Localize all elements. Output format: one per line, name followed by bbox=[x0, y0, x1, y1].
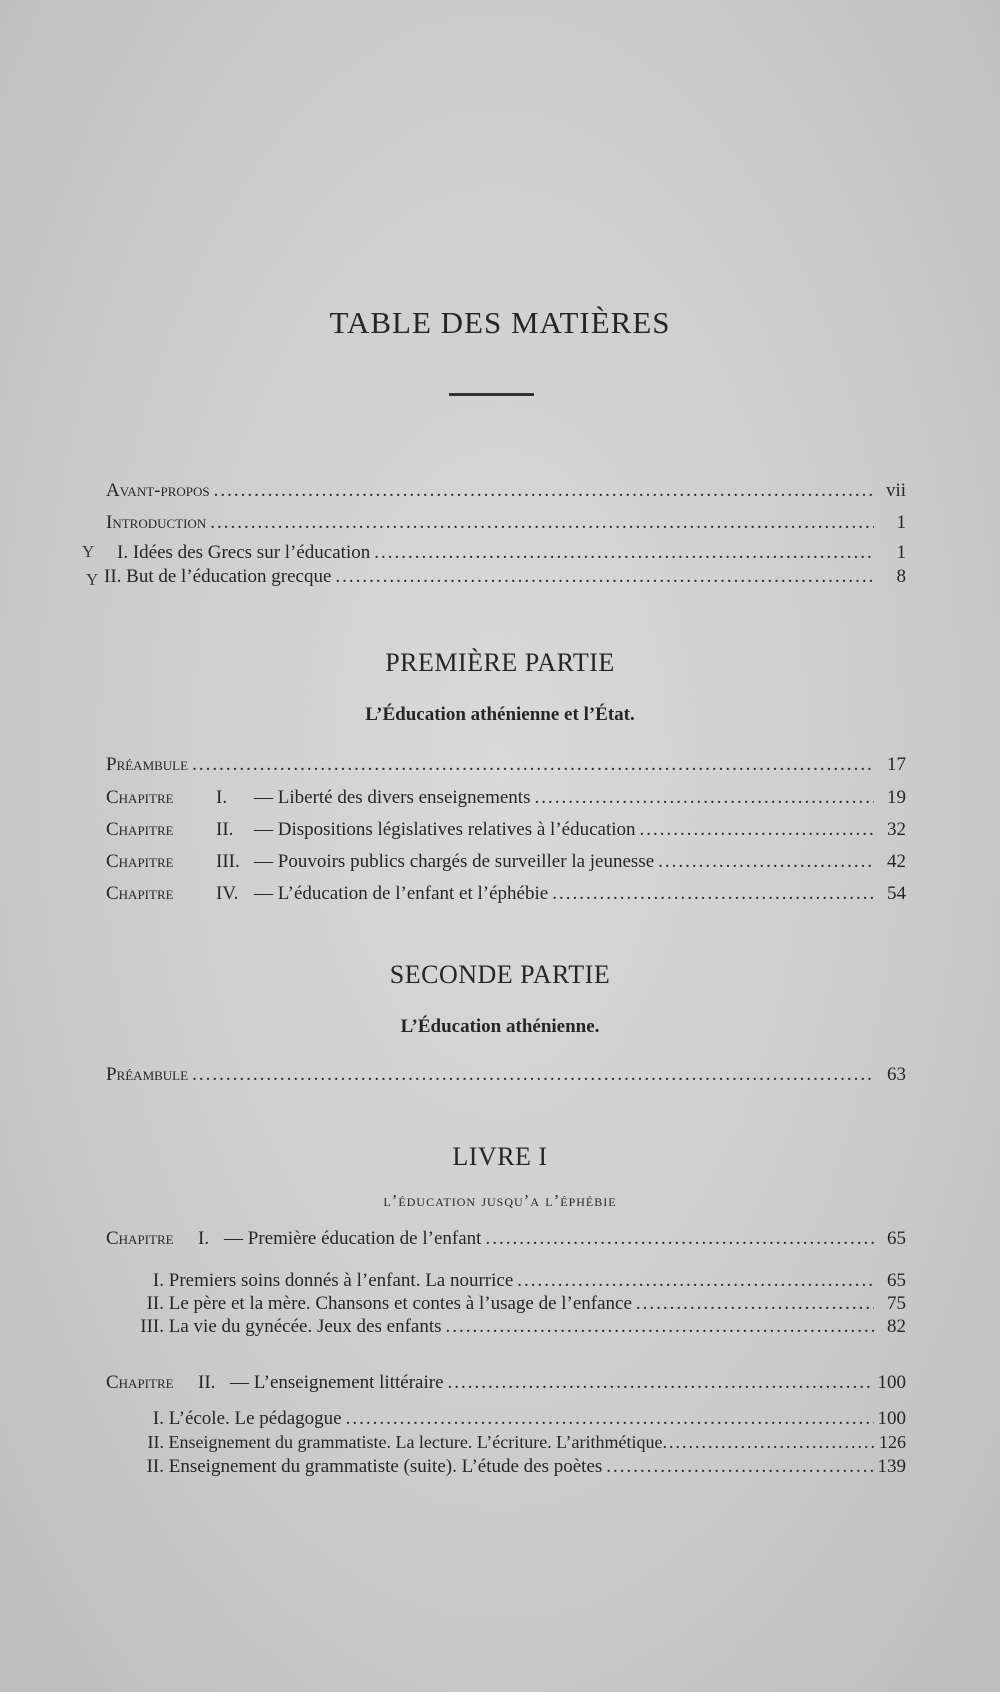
entry-label: — Première éducation de l’enfant bbox=[224, 1228, 482, 1249]
toc-entry-section[interactable] bbox=[128, 1456, 906, 1478]
leader-dots bbox=[374, 542, 874, 564]
leader-dots bbox=[446, 1316, 874, 1338]
toc-entry-avant-propos[interactable] bbox=[106, 480, 906, 502]
entry-page: 19 bbox=[887, 787, 906, 808]
entry-page: 32 bbox=[887, 819, 906, 840]
margin-mark: Y bbox=[82, 542, 95, 561]
toc-entry-section[interactable] bbox=[128, 1270, 906, 1292]
entry-label: Enseignement du grammatiste. La lecture. L’écriture. L’arithmétique. bbox=[168, 1432, 667, 1452]
entry-label: — Dispositions législatives relatives à l’éducation bbox=[254, 819, 636, 840]
toc-entry-preambule[interactable] bbox=[106, 1064, 906, 1086]
page-title: TABLE DES MATIÈRES bbox=[329, 305, 671, 340]
entry-number: II. bbox=[146, 1293, 164, 1314]
entry-page: 65 bbox=[887, 1228, 906, 1249]
toc-entry-chapter[interactable] bbox=[106, 851, 906, 873]
leader-dots bbox=[640, 819, 874, 841]
entry-number: III. bbox=[140, 1316, 164, 1337]
entry-page: 63 bbox=[887, 1064, 906, 1085]
toc-entry-section[interactable] bbox=[128, 1316, 906, 1338]
toc-entry-section[interactable] bbox=[104, 566, 906, 588]
book-title: LIVRE I bbox=[452, 1142, 548, 1171]
entry-page: 75 bbox=[887, 1293, 906, 1314]
entry-number: I. bbox=[152, 1270, 164, 1291]
entry-page: 1 bbox=[896, 512, 906, 533]
chapter-word: Chapitre bbox=[106, 1228, 174, 1249]
leader-dots bbox=[669, 1432, 876, 1453]
entry-page: 8 bbox=[896, 566, 906, 587]
toc-entry-section[interactable] bbox=[128, 1408, 906, 1430]
leader-dots bbox=[448, 1372, 874, 1394]
leader-dots bbox=[552, 883, 874, 905]
entry-label: Premiers soins donnés à l’enfant. La nourrice bbox=[168, 1270, 514, 1291]
entry-number: I. bbox=[152, 1408, 164, 1429]
part-title: SECONDE PARTIE bbox=[389, 960, 611, 989]
entry-label: Préambule bbox=[106, 1064, 189, 1085]
leader-dots bbox=[485, 1228, 874, 1250]
entry-number: I. bbox=[216, 787, 228, 808]
entry-label: Avant-propos bbox=[106, 480, 210, 501]
toc-entry-chapter[interactable] bbox=[106, 883, 906, 905]
entry-number: I. bbox=[198, 1228, 210, 1249]
leader-dots bbox=[210, 512, 874, 534]
leader-dots bbox=[335, 566, 874, 588]
chapter-word: Chapitre bbox=[106, 819, 174, 840]
entry-label: Préambule bbox=[106, 754, 189, 775]
leader-dots bbox=[636, 1293, 874, 1315]
toc-entry-chapter[interactable] bbox=[106, 787, 906, 809]
entry-label: Idées des Grecs sur l’éducation bbox=[132, 542, 371, 563]
entry-label: Introduction bbox=[106, 512, 207, 533]
entry-number: I. bbox=[117, 542, 129, 563]
entry-page: 82 bbox=[887, 1316, 906, 1337]
leader-dots bbox=[214, 480, 874, 502]
entry-number: II. bbox=[147, 1432, 164, 1452]
leader-dots bbox=[606, 1456, 873, 1478]
entry-page: 54 bbox=[887, 883, 906, 904]
entry-label: But de l’éducation grecque bbox=[126, 566, 332, 587]
part-title: PREMIÈRE PARTIE bbox=[385, 648, 615, 677]
toc-entry-introduction[interactable] bbox=[106, 512, 906, 534]
toc-entry-chapter[interactable] bbox=[106, 1372, 906, 1394]
entry-number: II. bbox=[146, 1456, 164, 1477]
entry-page: 17 bbox=[887, 754, 906, 775]
entry-page: 126 bbox=[879, 1432, 906, 1452]
entry-page: 65 bbox=[887, 1270, 906, 1291]
leader-dots bbox=[192, 1064, 874, 1086]
chapter-word: Chapitre bbox=[106, 787, 174, 808]
entry-number: II. bbox=[104, 566, 122, 587]
entry-number: III. bbox=[216, 851, 240, 872]
chapter-word: Chapitre bbox=[106, 1372, 174, 1393]
leader-dots bbox=[534, 787, 874, 809]
entry-page: 100 bbox=[877, 1372, 906, 1393]
entry-label: — Liberté des divers enseignements bbox=[254, 787, 531, 808]
toc-entry-chapter[interactable] bbox=[106, 1228, 906, 1250]
leader-dots bbox=[192, 754, 874, 776]
toc-entry-section[interactable] bbox=[117, 542, 906, 564]
book-subtitle: l’éducation jusqu’a l’éphébie bbox=[383, 1191, 617, 1210]
entry-number: IV. bbox=[216, 883, 239, 904]
entry-number: II. bbox=[198, 1372, 216, 1393]
toc-entry-preambule[interactable] bbox=[106, 754, 906, 776]
chapter-word: Chapitre bbox=[106, 851, 174, 872]
entry-page: 42 bbox=[887, 851, 906, 872]
entry-label: Enseignement du grammatiste (suite). L’étude des poètes bbox=[168, 1456, 603, 1477]
entry-page: 1 bbox=[896, 542, 906, 563]
toc-entry-chapter[interactable] bbox=[106, 819, 906, 841]
entry-label: — L’enseignement littéraire bbox=[230, 1372, 444, 1393]
leader-dots bbox=[517, 1270, 874, 1292]
toc-entry-section[interactable] bbox=[128, 1432, 906, 1453]
entry-page: 100 bbox=[877, 1408, 906, 1429]
part-subtitle: L’Éducation athénienne. bbox=[400, 1016, 600, 1037]
toc-entry-section[interactable] bbox=[128, 1293, 906, 1315]
margin-mark: Y bbox=[86, 570, 99, 589]
leader-dots bbox=[346, 1408, 874, 1430]
part-subtitle: L’Éducation athénienne et l’État. bbox=[365, 704, 635, 725]
entry-label: L’école. Le pédagogue bbox=[168, 1408, 342, 1429]
entry-label: La vie du gynécée. Jeux des enfants bbox=[168, 1316, 442, 1337]
leader-dots bbox=[658, 851, 874, 873]
entry-page: 139 bbox=[877, 1456, 906, 1477]
entry-number: II. bbox=[216, 819, 234, 840]
title-rule bbox=[449, 393, 534, 396]
entry-label: Le père et la mère. Chansons et contes à l’usage de l’enfance bbox=[168, 1293, 632, 1314]
entry-label: — Pouvoirs publics chargés de surveiller la jeunesse bbox=[254, 851, 655, 872]
chapter-word: Chapitre bbox=[106, 883, 174, 904]
entry-label: — L’éducation de l’enfant et l’éphébie bbox=[254, 883, 549, 904]
entry-page: vii bbox=[885, 480, 906, 501]
